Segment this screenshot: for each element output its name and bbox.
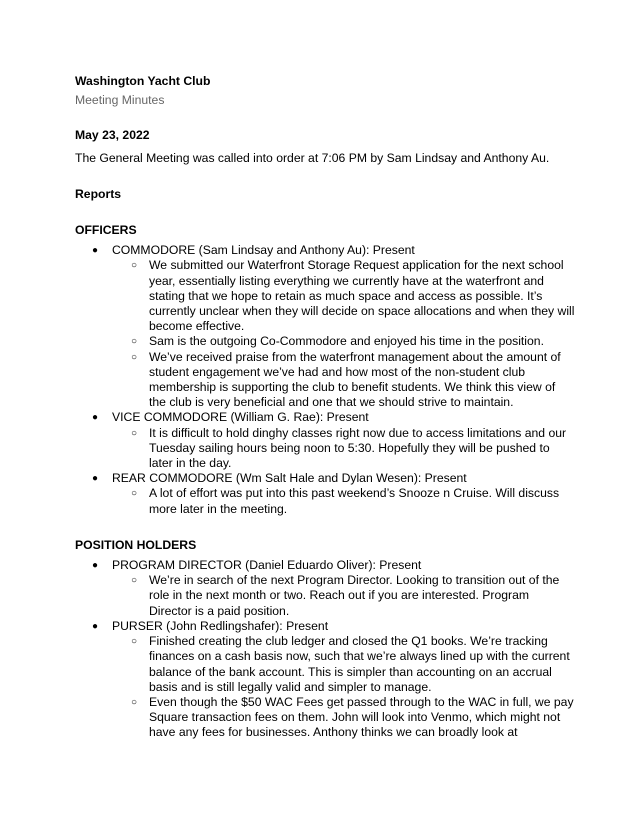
note-item: [112, 350, 575, 411]
note-item: [112, 573, 575, 619]
officer-notes: [112, 486, 575, 516]
officer-item-vice-commodore: [75, 410, 575, 471]
bullet-icon: ●: [92, 245, 99, 257]
officer-item-commodore: [75, 243, 575, 410]
document-page: [75, 74, 575, 741]
officer-notes: [112, 426, 575, 472]
officer-title: REAR COMMODORE (Wm Salt Hale and Dylan Wesen): Present: [112, 471, 467, 486]
document-subtitle: Meeting Minutes: [75, 93, 165, 108]
note-item: [112, 258, 575, 334]
meeting-intro: The General Meeting was called into order at 7:06 PM by Sam Lindsay and Anthony Au.: [75, 150, 550, 165]
hollow-bullet-icon: ○: [131, 696, 138, 708]
bullet-icon: ●: [92, 412, 99, 424]
position-item-purser: [75, 619, 575, 741]
note-text: Sam is the outgoing Co-Commodore and enjoyed his time in the position.: [149, 334, 544, 349]
position-notes: [112, 573, 575, 619]
position-title: PROGRAM DIRECTOR (Daniel Eduardo Oliver): Present: [112, 558, 422, 573]
org-name: Washington Yacht Club: [75, 74, 211, 88]
position-notes: [112, 634, 575, 740]
note-text: We’ve received praise from the waterfront management about the amount of student engagement we’ve had and how most of the non-student club membership is supporting the club to benefit students. We think this view of the club is very beneficial and one that we should strive to maintain.: [149, 349, 561, 410]
officers-heading: OFFICERS: [75, 223, 137, 238]
hollow-bullet-icon: ○: [131, 575, 138, 587]
note-text: We submitted our Waterfront Storage Request application for the next school year, essentially listing everything we currently have at the waterfront and stating that we hope to retain as much space and access as possible. It’s currently unclear when they will decide on space allocations and when they will become effective.: [149, 258, 575, 334]
note-text: We’re in search of the next Program Director. Looking to transition out of the role in the next month or two. Reach out if you are interested. Program Director is a paid position.: [149, 573, 560, 618]
note-text: A lot of effort was put into this past weekend’s Snooze n Cruise. Will discuss more later in the meeting.: [149, 486, 560, 516]
note-item: [112, 426, 575, 472]
officers-list: [75, 243, 575, 517]
note-item: [112, 486, 575, 516]
officer-title: VICE COMMODORE (William G. Rae): Present: [112, 410, 369, 425]
position-holders-list: [75, 558, 575, 740]
note-item: [112, 695, 575, 741]
bullet-icon: ●: [92, 473, 99, 485]
position-title: PURSER (John Redlingshafer): Present: [112, 618, 329, 633]
note-item: [112, 334, 575, 349]
officer-title: COMMODORE (Sam Lindsay and Anthony Au): Present: [112, 243, 415, 258]
reports-heading: Reports: [75, 186, 122, 201]
officer-notes: [112, 258, 575, 410]
note-text: It is difficult to hold dinghy classes right now due to access limitations and our Tuesday sailing hours being noon to 5:30. Hopefully they will be pushed to later in the day.: [149, 425, 567, 471]
note-text: Finished creating the club ledger and closed the Q1 books. We’re tracking finances on a cash basis now, such that we’re always lined up with the current balance of the bank account. This is simpler than accounting on an accrual basis and is still legally valid and simpler to manage.: [149, 634, 570, 694]
hollow-bullet-icon: ○: [131, 636, 138, 648]
hollow-bullet-icon: ○: [131, 351, 138, 363]
meeting-date: May 23, 2022: [75, 128, 150, 143]
note-item: [112, 634, 575, 695]
officer-item-rear-commodore: [75, 471, 575, 517]
bullet-icon: ●: [92, 560, 99, 572]
hollow-bullet-icon: ○: [131, 336, 138, 348]
hollow-bullet-icon: ○: [131, 260, 138, 272]
bullet-icon: ●: [92, 620, 99, 632]
position-holders-heading: POSITION HOLDERS: [75, 537, 197, 552]
note-text: Even though the $50 WAC Fees get passed through to the WAC in full, we pay Square transaction fees on them. John will look into Venmo, which might not have any fees for businesses. Anthony thinks we can broadly look at: [149, 694, 574, 740]
position-item-program-director: [75, 558, 575, 619]
hollow-bullet-icon: ○: [131, 427, 138, 439]
hollow-bullet-icon: ○: [131, 488, 138, 500]
